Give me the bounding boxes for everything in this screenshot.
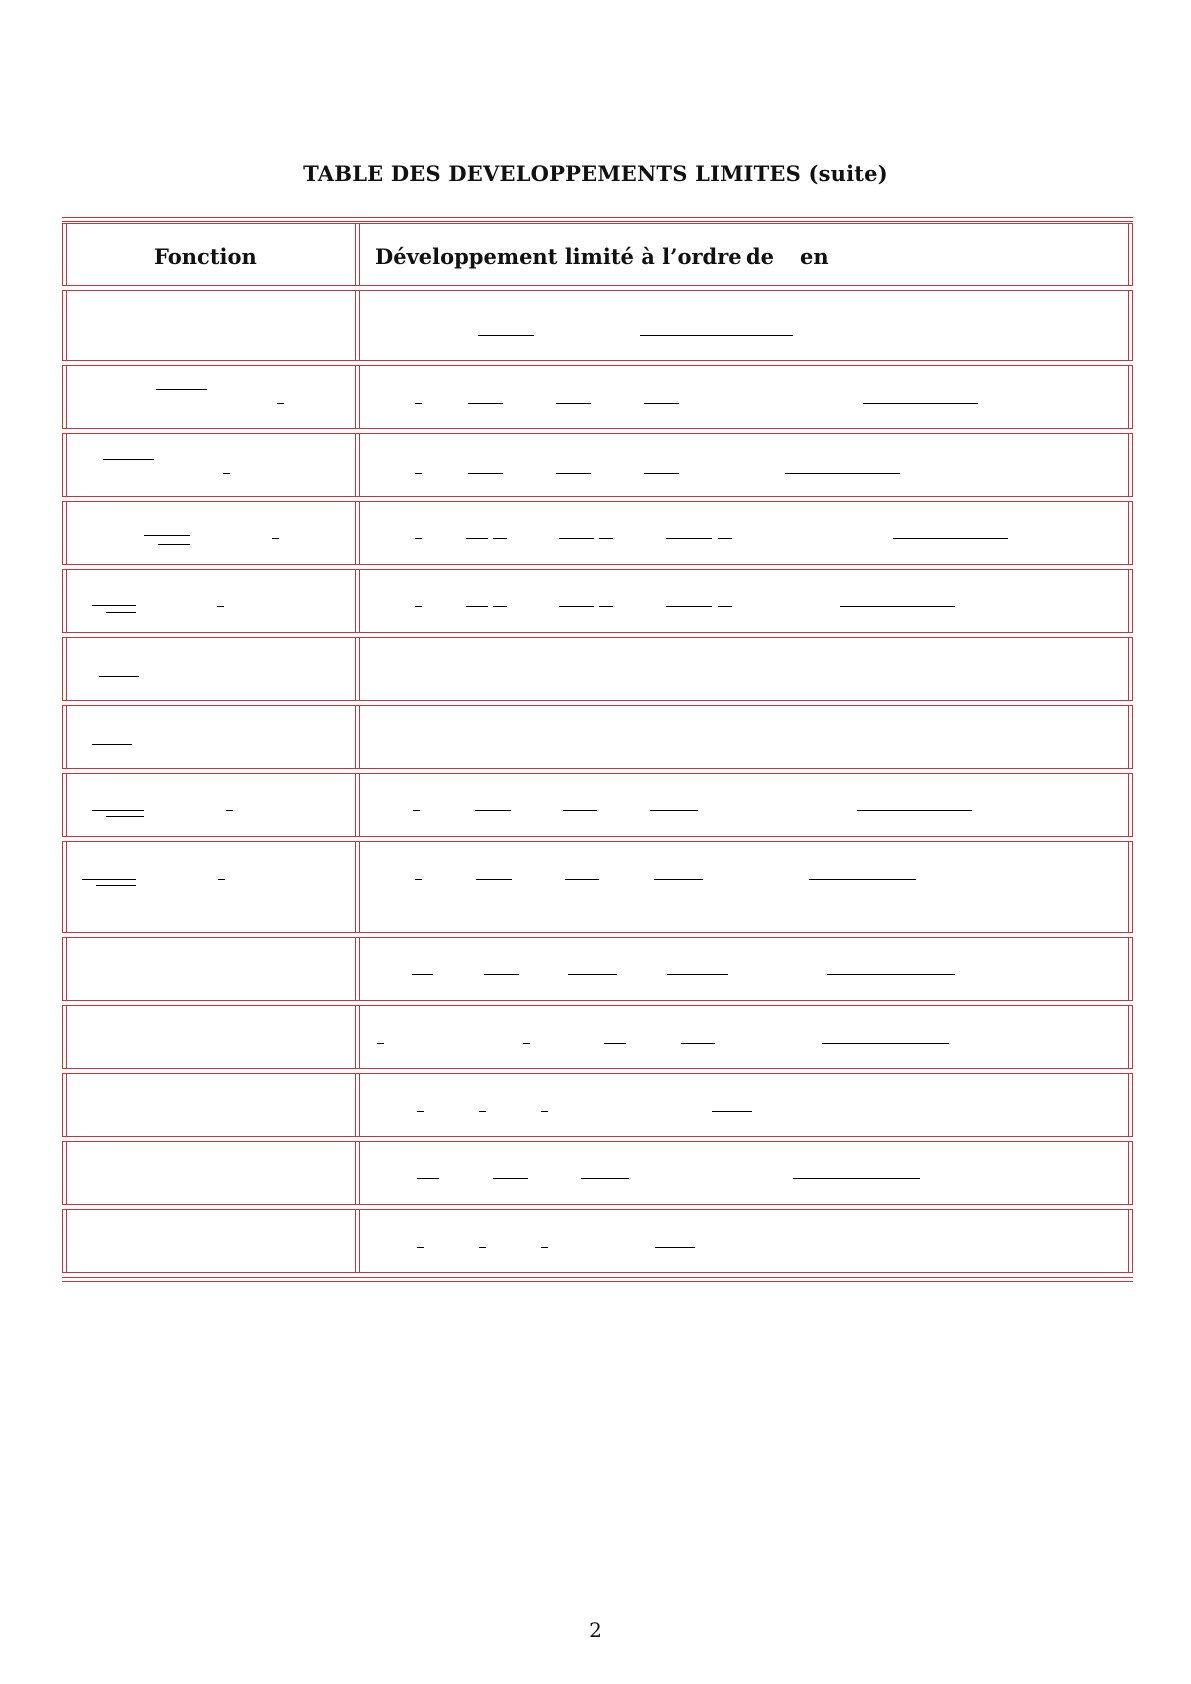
fraction-bar (827, 974, 955, 975)
row-border-bottom (62, 285, 1133, 286)
row-border-top (62, 290, 1133, 291)
fraction-bar (272, 538, 279, 539)
column-border-middle (355, 841, 360, 933)
page-title: TABLE DES DEVELOPPEMENTS LIMITES (suite) (303, 161, 888, 186)
column-border-right (1128, 1141, 1133, 1205)
fraction-bar (644, 403, 679, 404)
fraction-bar (599, 538, 613, 539)
table-row (62, 1141, 1133, 1205)
row-border-top (62, 223, 1133, 224)
fraction-bar (712, 1111, 752, 1112)
table-row (62, 290, 1133, 361)
column-border-middle (355, 569, 360, 633)
fraction-bar (156, 389, 207, 390)
row-border-top (62, 637, 1133, 638)
fraction-bar (581, 1178, 629, 1179)
row-border-bottom (62, 700, 1133, 701)
fraction-bar (413, 810, 420, 811)
table-row (62, 501, 1133, 565)
fraction-bar (377, 1043, 384, 1044)
row-border-bottom (62, 632, 1133, 633)
table-header-row (62, 223, 1133, 286)
column-border-left (62, 433, 67, 497)
fraction-bar (478, 335, 534, 336)
column-border-right (1128, 1005, 1133, 1069)
fraction-bar (415, 879, 422, 880)
fraction-bar (99, 676, 139, 677)
header-en: en (800, 244, 829, 269)
column-border-right (1128, 1073, 1133, 1137)
column-border-left (62, 1073, 67, 1137)
fraction-bar (893, 538, 1008, 539)
table-row (62, 841, 1133, 933)
table-row (62, 1073, 1133, 1137)
table-row (62, 937, 1133, 1001)
column-border-left (62, 1209, 67, 1273)
column-border-left (62, 290, 67, 361)
column-border-middle (355, 1209, 360, 1273)
column-border-left (62, 1005, 67, 1069)
fraction-bar (223, 473, 230, 474)
column-border-right (1128, 637, 1133, 701)
row-border-top (62, 433, 1133, 434)
row-border-bottom (62, 768, 1133, 769)
column-border-right (1128, 433, 1133, 497)
row-border-top (62, 569, 1133, 570)
column-border-middle (355, 1005, 360, 1069)
table-row (62, 773, 1133, 837)
row-border-top (62, 705, 1133, 706)
fraction-bar (650, 810, 698, 811)
fraction-bar (217, 606, 224, 607)
fraction-bar (599, 606, 613, 607)
fraction-bar (415, 538, 422, 539)
fraction-bar (666, 538, 712, 539)
column-border-middle (355, 937, 360, 1001)
fraction-bar (484, 974, 519, 975)
column-border-middle (355, 223, 360, 286)
fraction-bar (466, 538, 488, 539)
fraction-bar (840, 606, 955, 607)
fraction-bar (681, 1043, 715, 1044)
fraction-bar (718, 538, 732, 539)
column-border-right (1128, 290, 1133, 361)
column-border-left (62, 773, 67, 837)
column-border-middle (355, 705, 360, 769)
table-row (62, 433, 1133, 497)
fraction-bar (857, 810, 972, 811)
fraction-bar (415, 473, 422, 474)
fraction-bar (785, 473, 900, 474)
fraction-bar (568, 974, 617, 975)
column-border-left (62, 569, 67, 633)
row-border-top (62, 841, 1133, 842)
row-border-bottom (62, 1000, 1133, 1001)
fraction-bar (476, 879, 512, 880)
column-border-middle (355, 1141, 360, 1205)
fraction-bar (158, 544, 190, 545)
fraction-bar (226, 810, 233, 811)
column-border-left (62, 937, 67, 1001)
fraction-bar (417, 1247, 424, 1248)
fraction-bar (106, 612, 136, 613)
fraction-bar (559, 538, 594, 539)
table-bottom-rule (62, 1277, 1133, 1282)
table-row (62, 1209, 1133, 1273)
column-border-middle (355, 365, 360, 429)
fraction-bar (493, 538, 507, 539)
column-border-middle (355, 637, 360, 701)
table-row (62, 637, 1133, 701)
header-de: de (746, 244, 775, 269)
fraction-bar (523, 1043, 530, 1044)
fraction-bar (92, 744, 132, 745)
column-border-middle (355, 433, 360, 497)
column-border-middle (355, 501, 360, 565)
row-border-bottom (62, 1272, 1133, 1273)
fraction-bar (103, 459, 154, 460)
column-border-right (1128, 223, 1133, 286)
fraction-bar (667, 974, 728, 975)
column-border-left (62, 1141, 67, 1205)
column-border-right (1128, 937, 1133, 1001)
fraction-bar (822, 1043, 949, 1044)
row-border-bottom (62, 1204, 1133, 1205)
column-border-right (1128, 773, 1133, 837)
row-border-bottom (62, 1068, 1133, 1069)
row-border-top (62, 365, 1133, 366)
fraction-bar (417, 1111, 424, 1112)
column-border-left (62, 365, 67, 429)
column-border-middle (355, 1073, 360, 1137)
fraction-bar (417, 1178, 439, 1179)
fraction-bar (493, 606, 507, 607)
column-border-left (62, 705, 67, 769)
fraction-bar (475, 810, 511, 811)
row-border-top (62, 1141, 1133, 1142)
fraction-bar (479, 1247, 486, 1248)
table-row (62, 1005, 1133, 1069)
row-border-top (62, 1073, 1133, 1074)
fraction-bar (466, 606, 488, 607)
fraction-bar (644, 473, 679, 474)
fraction-bar (654, 879, 703, 880)
row-border-top (62, 501, 1133, 502)
table-row (62, 365, 1133, 429)
fraction-bar (468, 403, 503, 404)
fraction-bar (92, 810, 144, 811)
table-row (62, 705, 1133, 769)
fraction-bar (718, 606, 732, 607)
fraction-bar (493, 1178, 528, 1179)
fraction-bar (541, 1247, 548, 1248)
table-top-rule (62, 217, 1133, 222)
fraction-bar (655, 1247, 695, 1248)
column-border-right (1128, 501, 1133, 565)
page-number: 2 (589, 1618, 602, 1642)
header-expansion: Développement limité à l’ordre (375, 244, 742, 269)
fraction-bar (96, 885, 136, 886)
fraction-bar (640, 335, 793, 336)
column-border-left (62, 223, 67, 286)
fraction-bar (415, 403, 422, 404)
row-border-top (62, 1209, 1133, 1210)
fraction-bar (218, 879, 225, 880)
fraction-bar (559, 606, 594, 607)
fraction-bar (556, 473, 591, 474)
fraction-bar (92, 605, 136, 606)
fraction-bar (144, 535, 190, 536)
fraction-bar (277, 403, 284, 404)
row-border-bottom (62, 564, 1133, 565)
fraction-bar (565, 879, 599, 880)
column-border-left (62, 501, 67, 565)
fraction-bar (468, 473, 503, 474)
fraction-bar (412, 974, 433, 975)
column-border-right (1128, 705, 1133, 769)
row-border-top (62, 773, 1133, 774)
fraction-bar (666, 606, 712, 607)
fraction-bar (106, 816, 144, 817)
column-border-right (1128, 841, 1133, 933)
column-border-left (62, 841, 67, 933)
header-function: Fonction (154, 244, 257, 269)
column-border-left (62, 637, 67, 701)
fraction-bar (809, 879, 916, 880)
fraction-bar (604, 1043, 626, 1044)
row-border-bottom (62, 428, 1133, 429)
table-row (62, 569, 1133, 633)
fraction-bar (863, 403, 978, 404)
column-border-right (1128, 1209, 1133, 1273)
fraction-bar (82, 879, 136, 880)
column-border-right (1128, 569, 1133, 633)
row-border-top (62, 1005, 1133, 1006)
row-border-bottom (62, 496, 1133, 497)
row-border-bottom (62, 1136, 1133, 1137)
fraction-bar (793, 1178, 920, 1179)
fraction-bar (479, 1111, 486, 1112)
row-border-bottom (62, 836, 1133, 837)
column-border-middle (355, 290, 360, 361)
column-border-right (1128, 365, 1133, 429)
fraction-bar (415, 606, 422, 607)
column-border-middle (355, 773, 360, 837)
row-border-top (62, 937, 1133, 938)
row-border-bottom (62, 932, 1133, 933)
fraction-bar (556, 403, 591, 404)
fraction-bar (541, 1111, 548, 1112)
row-border-bottom (62, 360, 1133, 361)
fraction-bar (563, 810, 597, 811)
